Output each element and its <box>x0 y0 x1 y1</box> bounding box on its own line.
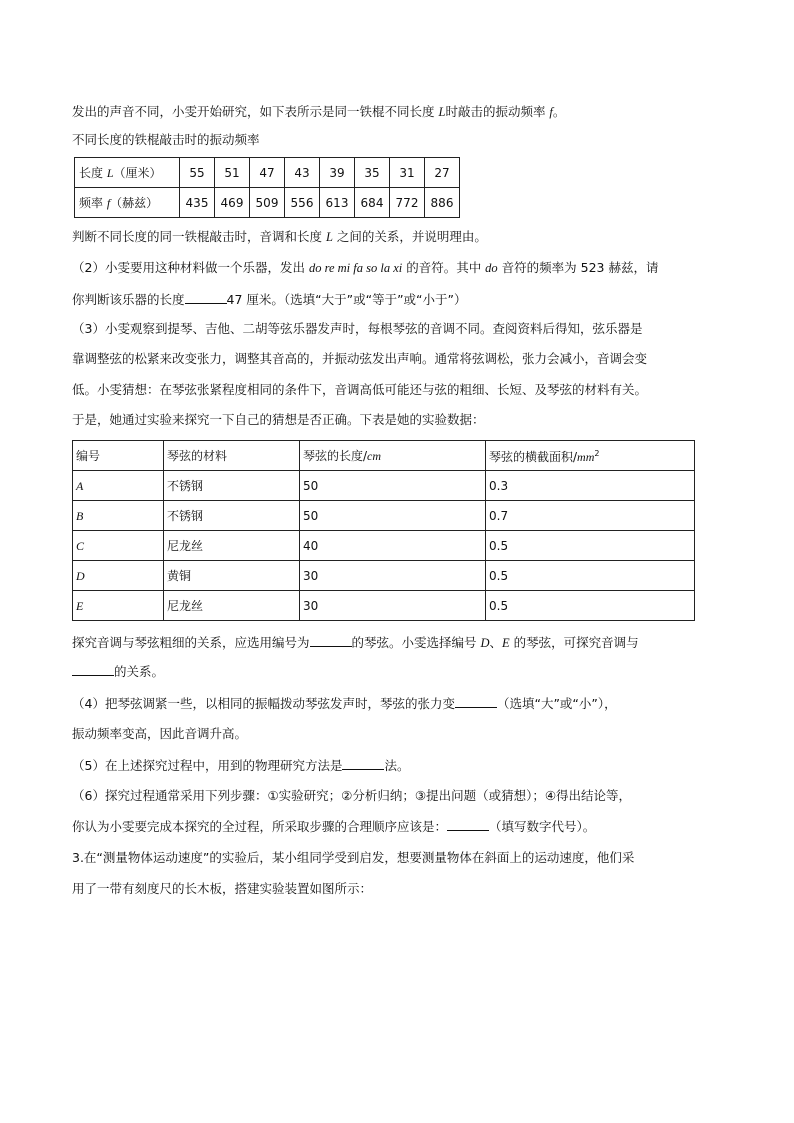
table-row: E 尼龙丝 30 0.5 <box>73 591 695 621</box>
question-6-line-1: （6）探究过程通常采用下列步骤：①实验研究；②分析归纳；③提出问题（或猜想）；④得出结论等， <box>72 788 632 803</box>
question-3-line-2: 靠调整弦的松紧来改变张力，调整其音高的，并振动弦发出声响。通常将弦调松，张力会减小，音调会变 <box>72 351 648 366</box>
question-5: （5）在上述探究过程中，用到的物理研究方法是 法。 <box>72 758 410 773</box>
table-row-frequency <box>75 188 460 218</box>
intro-paragraph <box>72 103 565 121</box>
table-row: A 不锈钢 50 0.3 <box>73 471 695 501</box>
table-row: C 尼龙丝 40 0.5 <box>73 531 695 561</box>
table1-caption: 不同长度的铁棍敲击时的振动频率 <box>72 132 260 147</box>
intro-text-3: 。 <box>552 104 566 119</box>
question-3-intro-line-2: 用了一带有刻度尺的长木板，搭建实验装置如图所示： <box>72 881 373 896</box>
answer-blank[interactable] <box>447 817 489 831</box>
table-cell: 556 <box>285 188 320 218</box>
intro-text-2: 时敲击的振动频率 <box>445 104 550 119</box>
string-experiment-table <box>72 440 695 621</box>
table-cell: 509 <box>250 188 285 218</box>
header-material: 琴弦的材料 <box>164 441 300 471</box>
question-1-tail: 判断不同长度的同一铁棍敲击时，音调和长度 L 之间的关系，并说明理由。 <box>72 229 487 244</box>
table-cell: 613 <box>320 188 355 218</box>
table-cell: 35 <box>355 158 390 188</box>
question-3-intro-line-1: 3.在“测量物体运动速度”的实验后，某小组同学受到启发，想要测量物体在斜面上的运动速度，他们采 <box>72 850 635 865</box>
table-row: D 黄铜 30 0.5 <box>73 561 695 591</box>
question-4-line-1: （4）把琴弦调紧一些，以相同的振幅拨动琴弦发声时，琴弦的张力变 （选填“大”或“小”）， <box>72 696 617 711</box>
table-cell: 886 <box>425 188 460 218</box>
question-2-line-2: 你判断该乐器的长度 47 厘米。（选填“大于”或“等于”或“小于”） <box>72 292 467 307</box>
table-header-length: 长度 L（厘米） <box>75 158 180 188</box>
question-3-line-4: 于是，她通过实验来探究一下自己的猜想是否正确。下表是她的实验数据： <box>72 412 485 427</box>
table-cell: 47 <box>250 158 285 188</box>
table-row-length <box>75 158 460 188</box>
intro-text: 发出的声音不同，小雯开始研究，如下表所示是同一铁棍不同长度 <box>72 104 439 119</box>
question-2-line-1: （2）小雯要用这种材料做一个乐器，发出 do re mi fa so la xi 的音符。其中 do 音符的频率为 523 赫兹，请 <box>72 260 659 275</box>
question-3-tail-line-1: 探究音调与琴弦粗细的关系，应选用编号为 的琴弦。小雯选择编号 D、E 的琴弦，可探究音调与 <box>72 635 639 650</box>
question-3-line-3: 低。小雯猜想：在琴弦张紧程度相同的条件下，音调高低可能还与弦的粗细、长短、及琴弦的材料有关。 <box>72 382 648 397</box>
table-cell: 51 <box>215 158 250 188</box>
answer-blank[interactable] <box>185 290 227 304</box>
table-cell: 435 <box>180 188 215 218</box>
table-cell: 27 <box>425 158 460 188</box>
question-3-tail-line-2: 的关系。 <box>72 662 164 681</box>
var-L: L <box>438 105 446 119</box>
table-header-frequency: 频率 f（赫兹） <box>75 188 180 218</box>
answer-blank[interactable] <box>310 633 352 647</box>
header-id: 编号 <box>73 441 164 471</box>
question-4-line-2: 振动频率变高，因此音调升高。 <box>72 726 248 741</box>
table-cell: 684 <box>355 188 390 218</box>
table-cell: 772 <box>390 188 425 218</box>
var-f: f <box>549 105 553 119</box>
table-cell: 469 <box>215 188 250 218</box>
table-cell: 43 <box>285 158 320 188</box>
answer-blank[interactable] <box>455 694 497 708</box>
answer-blank[interactable] <box>342 756 384 770</box>
table-header-row <box>73 441 695 471</box>
header-length: 琴弦的长度/cm <box>300 441 486 471</box>
table-row: B 不锈钢 50 0.7 <box>73 501 695 531</box>
table-cell: 39 <box>320 158 355 188</box>
notes-text: do re mi fa so la xi <box>308 261 403 275</box>
question-3-line-1: （3）小雯观察到提琴、吉他、二胡等弦乐器发声时，每根琴弦的音调不同。查阅资料后得知，弦乐器是 <box>72 321 643 336</box>
table-cell: 31 <box>390 158 425 188</box>
table-cell: 55 <box>180 158 215 188</box>
frequency-table <box>74 157 460 218</box>
answer-blank[interactable] <box>72 662 114 676</box>
header-area: 琴弦的横截面积$/mm^2$ <box>486 441 695 471</box>
question-6-line-2: 你认为小雯要完成本探究的全过程，所采取步骤的合理顺序应该是： （填写数字代号）。 <box>72 819 596 834</box>
